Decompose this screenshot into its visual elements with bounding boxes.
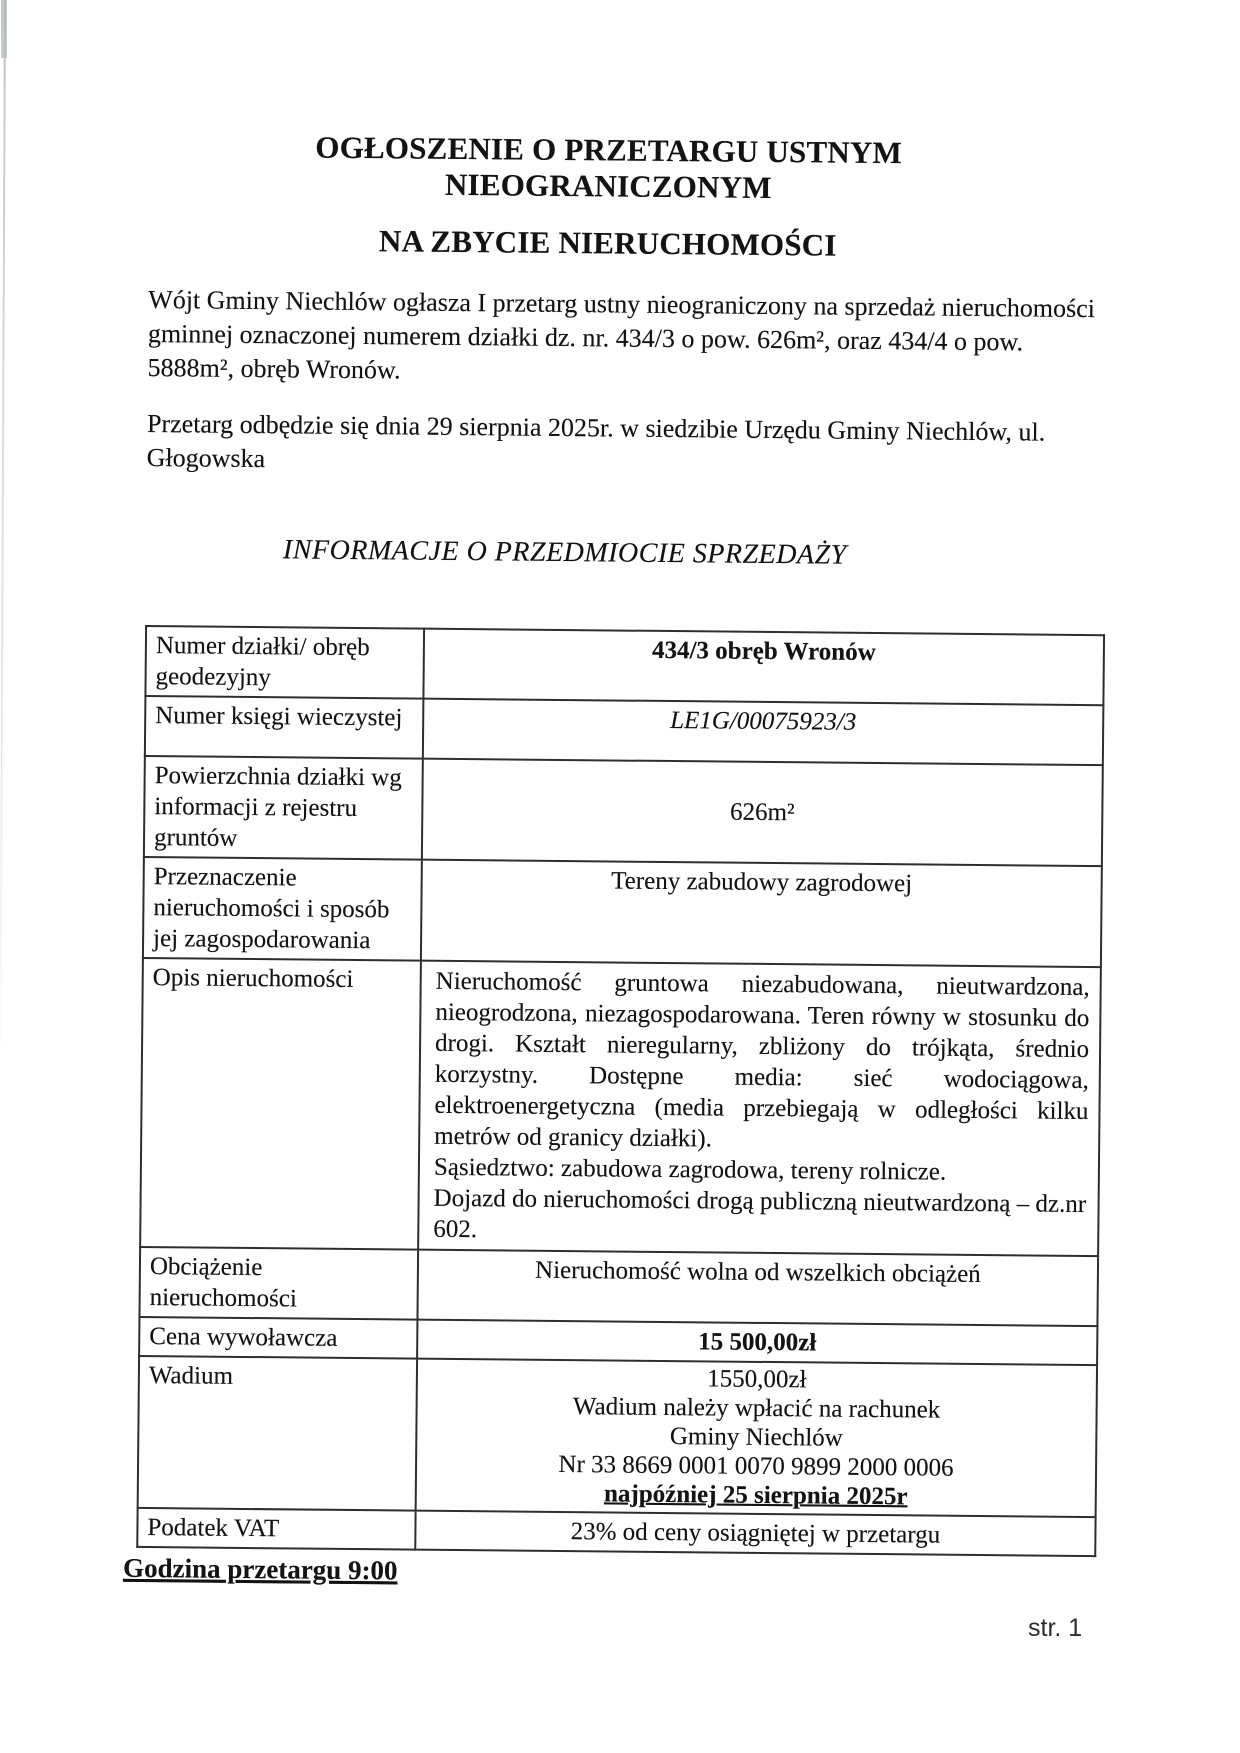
row-label: Opis nieruchomości: [140, 958, 421, 1250]
table-row-land-register: [145, 696, 1104, 765]
row-label: Obciążenie nieruchomości: [139, 1247, 418, 1320]
row-label: Wadium: [138, 1356, 417, 1511]
table-row-area: [144, 756, 1103, 866]
description-paragraph: Nieruchomość gruntowa niezabudowana, nieutwardzona, nieogrodzona, niezagospodarowana. Teren równy w stosunku do drogi. Kształt nieregularny, zbliżony do trójkąta, średnio korzystny. Dostępne media: sieć wodociągowa, elektroenergetyczna (media przebiegają w odległości kilku metrów od granicy działki).: [434, 967, 1090, 1153]
deposit-line: Wadium należy wpłacić na rachunek: [572, 1393, 941, 1424]
scan-edge-corner-mark: [1, 0, 7, 58]
scan-edge-artifact: [0, 0, 6, 1080]
row-label: Powierzchnia działki wg informacji z rejestru gruntów: [144, 756, 423, 860]
page-number: str. 1: [1028, 1614, 1083, 1642]
row-label: Numer działki/ obręb geodezyjny: [145, 626, 424, 699]
deposit-line: Nr 33 8669 0001 0070 9899 2000 0006: [558, 1450, 954, 1482]
row-value: [416, 1359, 1097, 1518]
table-row-encumbrances: [139, 1247, 1098, 1326]
row-value: 434/3 obręb Wronów: [423, 629, 1104, 706]
row-label: Podatek VAT: [137, 1508, 415, 1550]
row-label: Przeznaczenie nieruchomości i sposób jej zagospodarowania: [143, 857, 422, 961]
table-row-description: [140, 958, 1101, 1256]
table-row-plot-number: [145, 626, 1104, 705]
description-paragraph: Sąsiedztwo: zabudowa zagrodowa, tereny rolnicze.: [433, 1153, 947, 1186]
document-title-line2: NA ZBYCIE NIERUCHOMOŚCI: [378, 223, 837, 263]
row-value: 626m²: [422, 759, 1103, 867]
sale-info-table: [136, 625, 1105, 1557]
row-value: 23% od ceny osiągniętej w przetargu: [415, 1511, 1095, 1557]
auction-time-note: Godzina przetargu 9:00: [122, 1552, 398, 1586]
table-row-designation: [143, 857, 1102, 967]
document-title-line1: OGŁOSZENIE O PRZETARGU USTNYM NIEOGRANICZONYM: [315, 129, 903, 205]
row-label: Numer księgi wieczystej: [145, 696, 424, 759]
date-paragraph: Przetarg odbędzie się dnia 29 sierpnia 2025r. w siedzibie Urzędu Gminy Niechlów, ul. Głogowska: [146, 408, 1046, 474]
row-label: Cena wywoławcza: [139, 1317, 417, 1359]
table-row-vat: [137, 1508, 1095, 1556]
row-value: 15 500,00zł: [417, 1320, 1097, 1366]
description-paragraph: Dojazd do nieruchomości drogą publiczną nieutwardzoną – dz.nr 602.: [433, 1184, 1087, 1244]
document-content: [122, 116, 1108, 1593]
deposit-line: 1550,00zł: [707, 1365, 807, 1394]
deposit-line: Gminy Niechlów: [669, 1423, 843, 1452]
intro-paragraph: Wójt Gminy Niechlów ogłasza I przetarg ustny nieograniczony na sprzedaż nieruchomości gminnej oznaczonej numerem działki dz. nr. 434/3 o pow. 626m², oraz 434/4 o pow. 5888m², obręb Wronów.: [147, 284, 1096, 385]
section-heading: INFORMACJE O PRZEDMIOCIE SPRZEDAŻY: [282, 534, 847, 571]
row-value: Tereny zabudowy zagrodowej: [421, 860, 1102, 968]
table-row-deposit: [138, 1356, 1097, 1517]
row-value: LE1G/00075923/3: [423, 699, 1104, 766]
deposit-deadline: najpóźniej 25 sierpnia 2025r: [603, 1480, 908, 1511]
row-value: Nieruchomość wolna od wszelkich obciążeń: [417, 1250, 1098, 1327]
row-value: [418, 961, 1101, 1257]
